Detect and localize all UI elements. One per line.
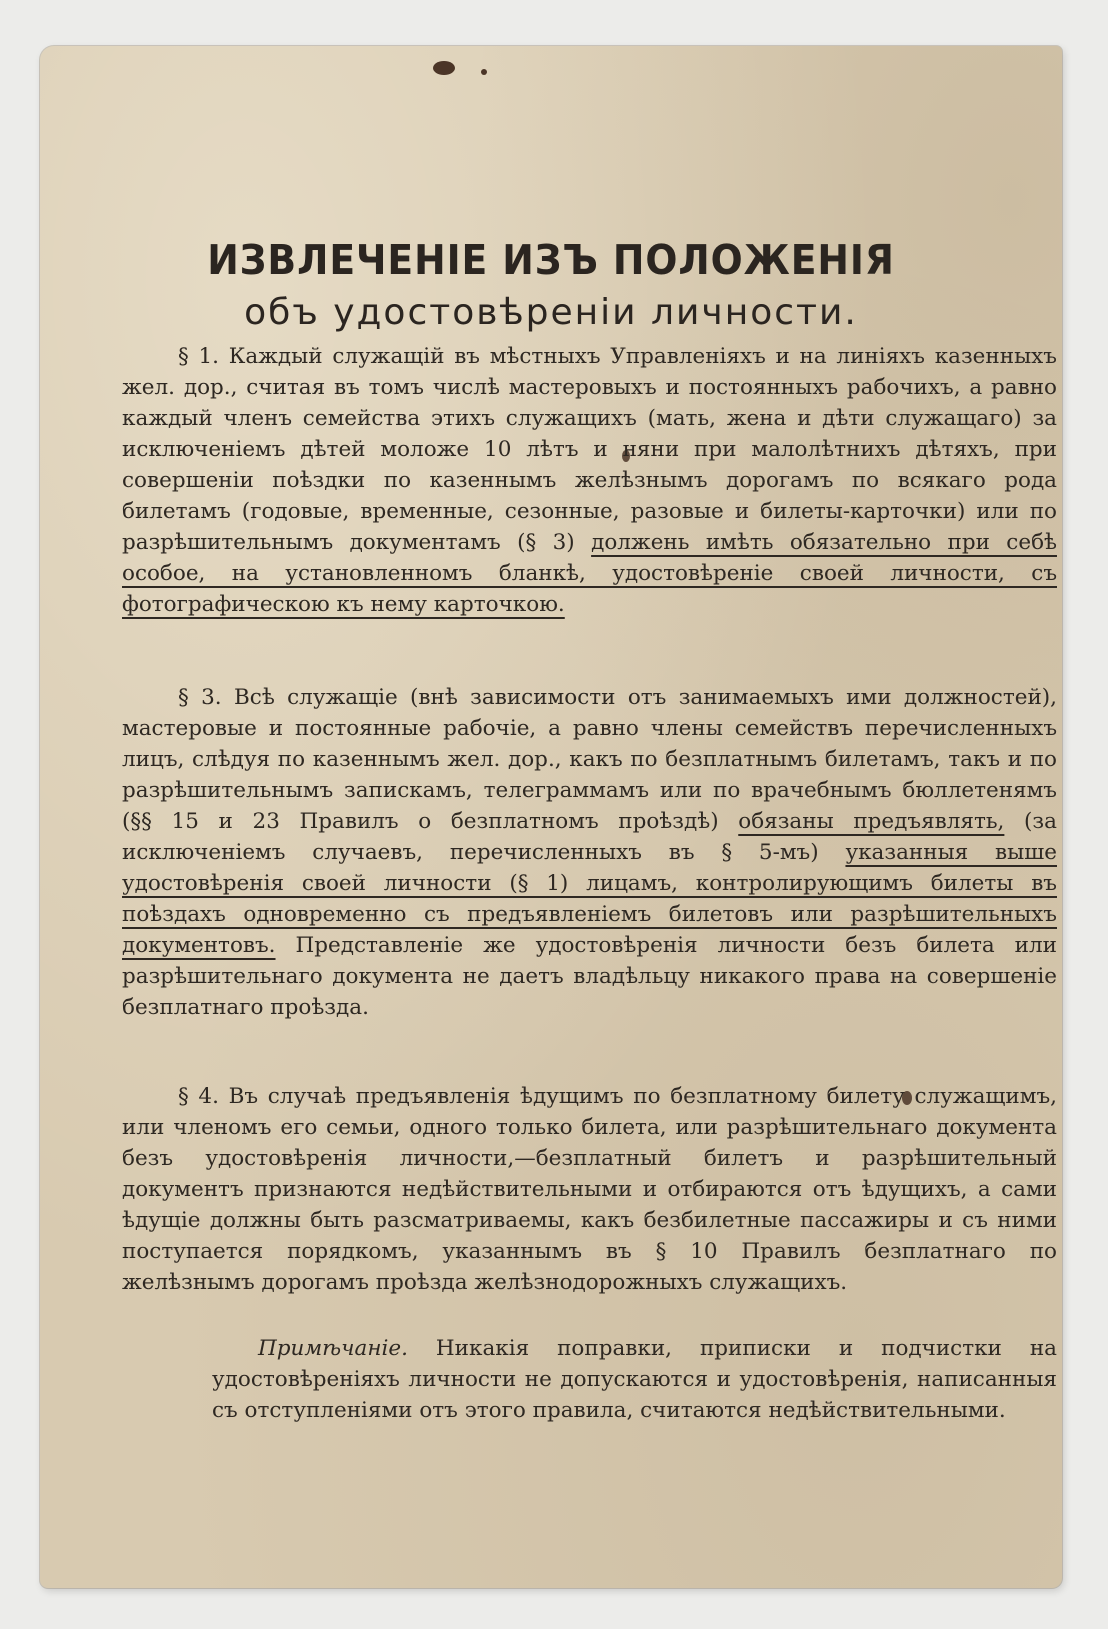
section-3-text-a: § 3. Всѣ служащіе (внѣ зависимости отъ занимаемыхъ ими должностей), мастеровые и постоянные рабочіе, а равно члены семействъ перечисленныхъ лицъ, слѣдуя по казеннымъ жел. дор., какъ по безплатнымъ билетамъ, такъ и по разрѣшительнымъ запискамъ, телеграммамъ или по врачебнымъ бюллетенямъ (§§ 15 и 23 Правилъ о безплатномъ проѣздѣ) bbox=[122, 685, 1057, 834]
section-3-text-c: Представленіе же удостовѣренія личности безъ билета или разрѣшительнаго документа не даетъ владѣльцу никакого права на совершеніе безплатнаго проѣзда. bbox=[122, 933, 1057, 1020]
paragraph-section-1 bbox=[122, 341, 1057, 620]
note-paragraph bbox=[212, 1333, 1057, 1426]
section-1-underlined: должень имѣть обязательно при себѣ особое, на установленномъ бланкѣ, удостовѣреніе своей личности, съ фотографическою къ нему карточкою. bbox=[122, 530, 1057, 617]
ink-dot bbox=[481, 69, 487, 75]
note-label: Примѣчаніе. bbox=[258, 1336, 408, 1361]
document-title: ИЗВЛЕЧЕНІЕ ИЗЪ ПОЛОЖЕНІЯ bbox=[207, 236, 895, 284]
ink-blot bbox=[433, 61, 455, 75]
section-4-text: § 4. Въ случаѣ предъявленія ѣдущимъ по безплатному билету служащимъ, или членомъ его семьи, одного только билета, или разрѣшительнаго документа безъ удостовѣренія личности,—безплатный билетъ и разрѣшительный документъ признаются недѣйствительными и отбираются отъ ѣдущихъ, а сами ѣдущіе должны быть разсматриваемы, какъ безбилетные пассажиры и съ ними поступается порядкомъ, указаннымъ въ § 10 Правилъ безплатнаго по желѣзнымъ дорогамъ проѣзда желѣзнодорожныхъ служащихъ. bbox=[122, 1084, 1057, 1295]
document-subtitle: объ удостовѣреніи личности. bbox=[244, 292, 858, 333]
section-3-text-b: (за исключеніемъ случаевъ, перечисленныхъ въ § 5-мъ) bbox=[122, 809, 1057, 865]
note-text: Никакія поправки, приписки и подчистки на удостовѣреніяхъ личности не допускаются и удостовѣренія, написанныя съ отступленіями отъ этого правила, считаются недѣйствительными. bbox=[212, 1336, 1057, 1423]
section-3-underlined-a: обязаны предъявлять, bbox=[738, 809, 1005, 834]
paragraph-section-3 bbox=[122, 682, 1057, 1023]
section-1-text: § 1. Каждый служащій въ мѣстныхъ Управленіяхъ и на линіяхъ казенныхъ жел. дор., считая въ томъ числѣ мастеровыхъ и постоянныхъ рабочихъ, а равно каждый членъ семейства этихъ служащихъ (мать, жена и дѣти служащаго) за исключеніемъ дѣтей моложе 10 лѣтъ и няни при малолѣтнихъ дѣтяхъ, при совершеніи поѣздки по казеннымъ желѣзнымъ дорогамъ по всякаго рода билетамъ (годовые, временные, сезонные, разовые и билеты-карточки) или по разрѣшительнымъ документамъ (§ 3) bbox=[122, 344, 1057, 555]
paragraph-section-4 bbox=[122, 1081, 1057, 1298]
document-card bbox=[40, 46, 1062, 1588]
section-3-underlined-b: указанныя выше удостовѣренія своей личности (§ 1) лицамъ, контролирующимъ билеты въ поѣздахъ одновременно съ предъявленіемъ билетовъ или разрѣшительныхъ документовъ. bbox=[122, 840, 1057, 958]
